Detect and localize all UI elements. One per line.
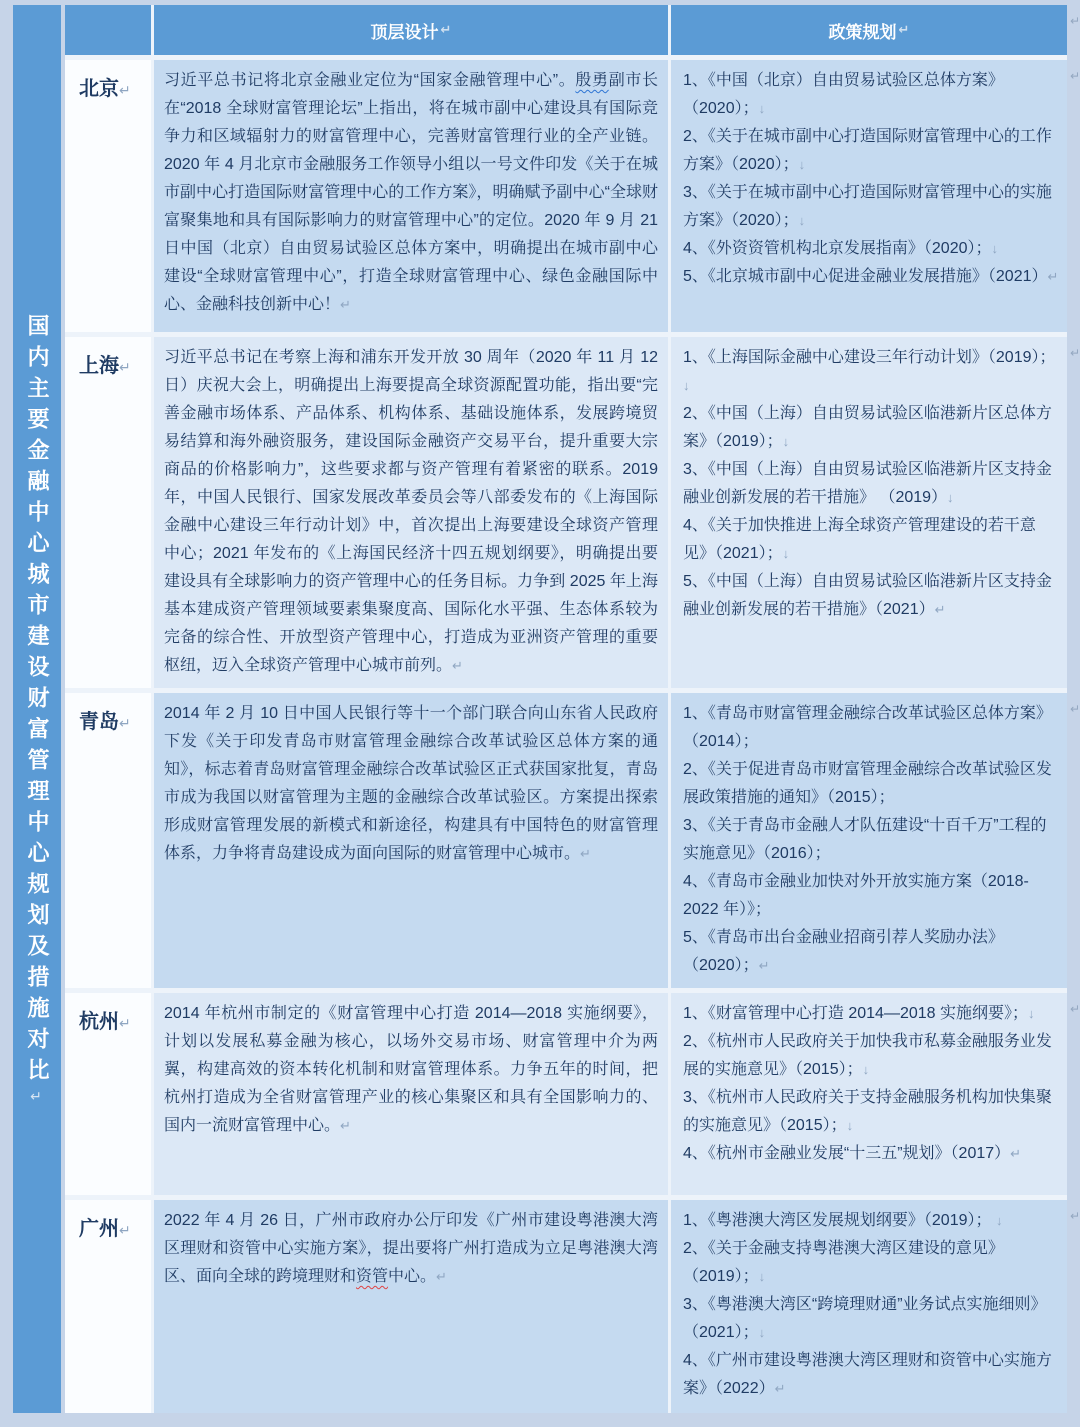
paragraph-return-icon: ↵ (580, 846, 591, 861)
policy-item (683, 1235, 1059, 1291)
policy-text: 5、《中国（上海）自由贸易试验区临港新片区支持金融业创新发展的若干措施》（2021） (683, 573, 1052, 618)
break-mark-icon: ↓ (947, 490, 954, 505)
policy-item (683, 756, 1059, 812)
policy-item (683, 235, 1059, 263)
table-row (65, 337, 1080, 688)
table-title-text: 国内主要金融中心城市建设财富管理中心规划及措施对比 (25, 313, 50, 1089)
row-end-return-icon: ↵ (1069, 14, 1080, 28)
policy-text: 2、《中国（上海）自由贸易试验区临港新片区总体方案》（2019）； (683, 405, 1052, 450)
policy-cell (671, 1200, 1067, 1413)
header-city-cell (65, 5, 151, 55)
policy-cell (671, 693, 1067, 988)
comparison-table (65, 5, 1080, 1413)
break-mark-icon: ↵ (774, 1381, 786, 1396)
break-mark-icon: ↓ (758, 1325, 766, 1340)
policy-text: 5、《青岛市出台金融业招商引荐人奖励办法》（2020）； (683, 929, 1004, 974)
break-mark-icon: ↓ (782, 434, 790, 449)
city-cell (65, 693, 151, 988)
table-title (13, 314, 61, 1105)
row-end-return-icon: ↵ (1069, 702, 1080, 716)
row-end-return-icon: ↵ (1069, 1002, 1080, 1016)
break-mark-icon: ↵ (758, 958, 770, 973)
policy-text: 3、《关于在城市副中心打造国际财富管理中心的实施方案》（2020）； (683, 184, 1052, 229)
city-name: 上海 (79, 355, 119, 377)
policy-cell (671, 337, 1067, 688)
break-mark-icon: ↓ (846, 1118, 854, 1133)
text-run: 习近平总书记将北京金融业定位为“国家金融管理中心”。 (164, 72, 576, 89)
break-mark-icon: ↓ (782, 546, 790, 561)
table-row (65, 1200, 1080, 1413)
design-text (164, 1207, 658, 1291)
design-cell (154, 337, 668, 688)
design-cell (154, 693, 668, 988)
policy-text: 1、《粤港澳大湾区发展规划纲要》（2019）； (683, 1212, 996, 1229)
city-cell (65, 337, 151, 688)
text-run: 中心。 (388, 1268, 437, 1285)
design-cell (154, 1200, 668, 1413)
header-return-icon: ↵ (440, 22, 452, 37)
policy-item (683, 1028, 1059, 1084)
header-design-cell (154, 5, 668, 55)
policy-item (683, 1207, 1059, 1235)
break-mark-icon: ↓ (991, 241, 998, 256)
text-run: 2014 年 2 月 10 日中国人民银行等十一个部门联合向山东省人民政府下发《关于印发青岛市财富管理金融综合改革试验区总体方案的通知》，标志着青岛财富管理金融综合改革试验区正式获国家批复，青岛市成为我国以财富管理为主题的金融综合改革试验区。方案提出探索形成财富管理发展的新模式和新途径，构建具有中国特色的财富管理体系，力争将青岛建设成为面向国际的财富管理中心城市。 (164, 705, 658, 862)
policy-item (683, 1347, 1059, 1403)
policy-item (683, 1291, 1059, 1347)
row-end-return-icon: ↵ (1069, 346, 1080, 360)
spellcheck-underline: 殷勇 (575, 72, 609, 89)
break-mark-icon: ↵ (934, 602, 946, 617)
policy-item (683, 812, 1059, 868)
policy-text: 1、《财富管理中心打造 2014—2018 实施纲要》； (683, 1005, 1028, 1022)
policy-item (683, 1000, 1059, 1028)
policy-item (683, 868, 1059, 924)
paragraph-return-icon: ↵ (340, 1118, 351, 1133)
city-cell (65, 60, 151, 332)
break-mark-icon: ↵ (1047, 269, 1059, 284)
policy-text: 1、《青岛市财富管理金融综合改革试验区总体方案》（2014）； (683, 705, 1052, 750)
policy-text: 2、《关于促进青岛市财富管理金融综合改革试验区发展政策措施的通知》（2015）； (683, 761, 1052, 806)
table-header-row (65, 5, 1080, 55)
policy-text: 2、《关于金融支持粤港澳大湾区建设的意见》（2019）； (683, 1240, 1004, 1285)
break-mark-icon: ↓ (758, 1269, 766, 1284)
policy-text: 3、《粤港澳大湾区“跨境理财通”业务试点实施细则》（2021）； (683, 1296, 1047, 1341)
cell-return-icon: ↵ (119, 359, 131, 375)
city-name: 广州 (79, 1218, 119, 1240)
policy-text: 4、《广州市建设粤港澳大湾区理财和资管中心实施方案》（2022） (683, 1352, 1052, 1397)
design-text (164, 344, 658, 680)
paragraph-return-icon: ↵ (452, 658, 463, 673)
design-text (164, 700, 658, 868)
policy-item (683, 263, 1059, 291)
policy-text: 4、《杭州市金融业发展“十三五”规划》（2017） (683, 1145, 1011, 1162)
policy-item (683, 1140, 1059, 1168)
text-run: 2022 年 4 月 26 日，广州市政府办公厅印发《广州市建设粤港澳大湾区理财和资管中心实施方案》，提出要将广州打造成为立足粤港澳大湾区、面向全球的跨境理财和 (164, 1212, 658, 1285)
policy-item (683, 924, 1059, 980)
spellcheck-underline: 资管 (356, 1268, 389, 1285)
policy-cell (671, 993, 1067, 1195)
sidebar-return-icon: ↵ (29, 1088, 45, 1105)
policy-text: 3、《杭州市人民政府关于支持金融服务机构加快集聚的实施意见》（2015）； (683, 1089, 1052, 1134)
city-name: 青岛 (79, 711, 119, 733)
policy-text: 2、《杭州市人民政府关于加快我市私募金融服务业发展的实施意见》（2015）； (683, 1033, 1052, 1078)
header-design-label: 顶层设计 (370, 22, 439, 42)
policy-item (683, 512, 1059, 568)
header-policy-cell (671, 5, 1067, 55)
header-return-icon: ↵ (898, 22, 910, 37)
policy-text: 2、《关于在城市副中心打造国际财富管理中心的工作方案》（2020）； (683, 128, 1052, 173)
policy-item (683, 344, 1059, 400)
row-end-return-icon: ↵ (1069, 1209, 1080, 1223)
break-mark-icon: ↓ (683, 378, 690, 393)
policy-item (683, 400, 1059, 456)
policy-text: 3、《中国（上海）自由贸易试验区临港新片区支持金融业创新发展的若干措施》 （2019） (683, 461, 1052, 506)
table-row (65, 993, 1080, 1195)
policy-text: 1、《上海国际金融中心建设三年行动计划》（2019）； (683, 349, 1056, 366)
header-policy-label: 政策规划 (828, 22, 897, 42)
break-mark-icon: ↓ (1027, 1006, 1035, 1021)
city-cell (65, 993, 151, 1195)
policy-text: 4、《关于加快推进上海全球资产管理建设的若干意见》（2021）； (683, 517, 1036, 562)
design-cell (154, 60, 668, 332)
policy-item (683, 700, 1059, 756)
policy-item (683, 1084, 1059, 1140)
city-name: 杭州 (79, 1011, 119, 1033)
text-run: 副市长在“2018 全球财富管理论坛”上指出，将在城市副中心建设具有国际竞争力和区域辐射力的财富管理中心，完善财富管理行业的全产业链。2020 年 4 月北京市金融服务工作领导小组以一号文件印发《关于在城市副中心打造国际财富管理中心的工作方案》，明确赋予副中心“全球财富聚集地和具有国际影响力的财富管理中心”的定位。2020 年 9 月 21 日中国（北京）自由贸易试验区总体方案中，明确提出在城市副中心建设“全球财富管理中心”，打造全球财富管理中心、绿色金融国际中心、金融科技创新中心！ (164, 72, 658, 313)
policy-text: 3、《关于青岛市金融人才队伍建设“十百千万”工程的实施意见》（2016）； (683, 817, 1047, 862)
paragraph-return-icon: ↵ (340, 297, 351, 312)
cell-return-icon: ↵ (119, 1015, 131, 1031)
table-row (65, 693, 1080, 988)
policy-item (683, 456, 1059, 512)
policy-text: 4、《青岛市金融业加快对外开放实施方案（2018-2022 年）》； (683, 873, 1029, 918)
city-cell (65, 1200, 151, 1413)
break-mark-icon: ↓ (758, 101, 766, 116)
design-cell (154, 993, 668, 1195)
table-row (65, 60, 1080, 332)
paragraph-return-icon: ↵ (436, 1269, 447, 1284)
break-mark-icon: ↓ (862, 1062, 870, 1077)
policy-text: 5、《北京城市副中心促进金融业发展措施》（2021） (683, 268, 1048, 285)
design-text (164, 67, 658, 319)
sidebar-title-bar (13, 5, 61, 1413)
cell-return-icon: ↵ (119, 1222, 131, 1238)
text-run: 习近平总书记在考察上海和浦东开发开放 30 周年（2020 年 11 月 12 日）庆祝大会上，明确提出上海要提高全球资源配置功能，指出要“完善金融市场体系、产品体系、机构体系、基础设施体系，发展跨境贸易结算和海外融资服务，建设国际金融资产交易平台，提升重要大宗商品的价格影响力”，这些要求都与资产管理有着紧密的联系。2019 年，中国人民银行、国家发展改革委员会等八部委发布的《上海国际金融中心建设三年行动计划》中，首次提出上海要建设全球资产管理中心；2021 年发布的《上海国民经济十四五规划纲要》，明确提出要建设具有全球影响力的资产管理中心的任务目标。力争到 2025 年上海基本建成资产管理领域要素集聚度高、国际化水平强、生态体系较为完备的综合性、开放型资产管理中心，打造成为亚洲资产管理的重要枢纽，迈入全球资产管理中心城市前列。 (164, 349, 658, 674)
break-mark-icon: ↓ (798, 157, 806, 172)
text-run: 2014 年杭州市制定的《财富管理中心打造 2014—2018 实施纲要》，计划以发展私募金融为核心，以场外交易市场、财富管理中介为两翼，构建高效的资本转化机制和财富管理体系。力争五年的时间，把杭州打造成为全省财富管理产业的核心集聚区和具有全国影响力的、国内一流财富管理中心。 (164, 1005, 658, 1134)
policy-item (683, 67, 1059, 123)
policy-text: 4、《外资资管机构北京发展指南》（2020）； (683, 240, 992, 257)
cell-return-icon: ↵ (119, 82, 131, 98)
break-mark-icon: ↓ (995, 1213, 1003, 1228)
row-end-return-icon: ↵ (1069, 69, 1080, 83)
policy-item (683, 568, 1059, 624)
design-text (164, 1000, 658, 1140)
city-name: 北京 (79, 78, 119, 100)
policy-item (683, 123, 1059, 179)
policy-text: 1、《中国（北京）自由贸易试验区总体方案》（2020）； (683, 72, 1004, 117)
policy-cell (671, 60, 1067, 332)
break-mark-icon: ↓ (798, 213, 806, 228)
break-mark-icon: ↵ (1010, 1146, 1022, 1161)
policy-item (683, 179, 1059, 235)
cell-return-icon: ↵ (119, 715, 131, 731)
